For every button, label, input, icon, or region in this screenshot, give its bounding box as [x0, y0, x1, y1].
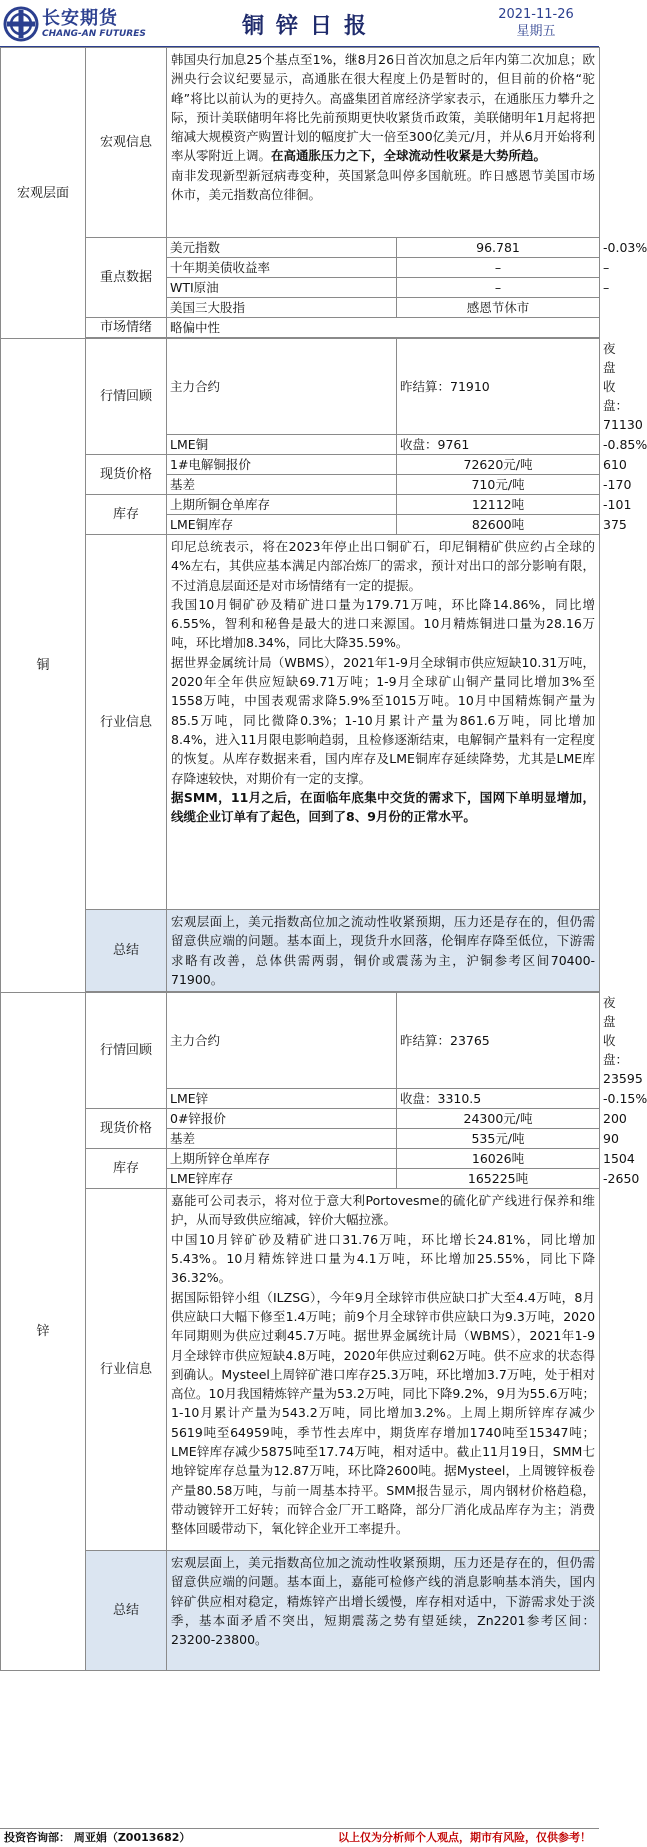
zinc-stock-name: 上期所锌仓单库存 — [167, 1149, 397, 1169]
report-date: 2021-11-26 — [498, 7, 574, 22]
copper-review-value: 收盘：9761 — [397, 435, 600, 455]
macro-info-paragraph: 南非发现新型新冠病毒变种，英国紧急叫停多国航班。昨日感恩节美国市场休市，美元指数高位徘徊。 — [171, 167, 596, 203]
copper-review-label: 行情回顾 — [86, 339, 167, 455]
zinc-spot-name: 基差 — [167, 1129, 397, 1149]
copper-spot-name: 1#电解铜报价 — [167, 455, 397, 475]
zinc-summary-label: 总结 — [86, 1551, 167, 1671]
chang-an-emblem-icon — [3, 6, 39, 42]
copper-stock-value: 12112吨 — [397, 495, 600, 515]
copper-spot-label: 现货价格 — [86, 455, 167, 495]
key-data-name: 美国三大股指 — [167, 298, 397, 318]
zinc-spot-value: 24300元/吨 — [397, 1109, 600, 1129]
key-data-value: 96.781 — [397, 238, 600, 258]
market-sentiment-value: 略偏中性 — [167, 318, 600, 338]
risk-disclaimer: 以上仅为分析师个人观点，期市有风险，仅供参考！ — [338, 1831, 591, 1844]
copper-industry-highlight: 据SMM，11月之后，在面临年底集中交货的需求下，国网下单明显增加，线缆企业订单有了起色，回到了8、9月份的正常水平。 — [171, 789, 596, 825]
zinc-review-label: 行情回顾 — [86, 993, 167, 1109]
zinc-spot-label: 现货价格 — [86, 1109, 167, 1149]
zinc-industry-paragraph: 据国际铅锌小组（ILZSG），今年9月全球锌市供应缺口扩大至4.4万吨，8月供应缺口大幅下修至1.4万吨；前9个月全球锌市供应缺口为9.3万吨，2020年同期则为供应过剩45.7万吨。据世界金属统计局（WBMS），2021年1-9月全球锌市供应短缺4.8万吨，2020年供应过剩62万吨。供不应求的状态得到确认。Mysteel上周锌矿港口库存25.3万吨，环比增加3.7万吨，处于相对高位。10月我国精炼锌产量为53.2万吨，同比下降9.2%，9月为55.6万吨；1-10月累计产量为543.2万吨，同比增加3.2%。上周上期所锌库存减少5619吨至64959吨，季节性去库中，期货库存增加1740吨至15347吨；LME锌库存减少5875吨至17.74万吨，相对适中。截止11月19日，SMM七地锌锭库存总量为12.87万吨，环比降2600吨。据Mysteel，上周镀锌板卷产量80.58万吨，与前一周基本持平。SMM报告显示，周内钢材价格趋稳，带动镀锌开工好转；而锌合金厂开工略降，部分厂消化成品库存为主；消费整体回暖带动下，氧化锌企业开工率提升。 — [171, 1289, 596, 1537]
copper-industry-text — [167, 535, 600, 910]
copper-summary-label: 总结 — [86, 910, 167, 992]
zinc-review-name: LME锌 — [167, 1089, 397, 1109]
report-header — [0, 0, 599, 47]
zinc-industry-paragraph: 中国10月锌矿砂及精矿进口31.76万吨，环比增长24.81%，同比增加5.43%。10月精炼锌进口量为4.1万吨，环比增加25.55%，同比下降36.32%。 — [171, 1231, 596, 1286]
macro-key-data-label: 重点数据 — [86, 238, 167, 318]
copper-review-name: LME铜 — [167, 435, 397, 455]
zinc-stock-value: 165225吨 — [397, 1169, 600, 1189]
key-data-name: 十年期美债收益率 — [167, 258, 397, 278]
zinc-spot-value: 535元/吨 — [397, 1129, 600, 1149]
analyst-credit: 投资咨询部： 周亚娟（Z0013682） — [4, 1831, 191, 1844]
copper-industry-paragraph: 据世界金属统计局（WBMS），2021年1-9月全球铜市供应短缺10.31万吨，2020年全年供应短缺69.71万吨；1-9月全球矿山铜产量同比增加3%至1558万吨，中国表观需求降5.9%至1015万吨。10月中国精炼铜产量为85.5万吨，同比微降0.3%；1-10月累计产量为861.6万吨，同比增加8.4%，进入11月限电影响趋弱，且检修逐渐结束，电解铜产量料有一定程度的恢复。从库存数据来看，国内库存及LME铜库存延续降势，尤其是LME库存降速较快，对期价有一定的支撑。 — [171, 654, 596, 786]
report-table: 宏观层面 宏观信息 韩国央行加息25个基点至1%，继8月26日首次加息之后年内第二次加息；欧洲央行会议纪要显示，高通胀在很大程度上仍是暂时的，但目前的价格“驼峰”将比以前认为的更持久。高盛集团首席经济学家表示，在通胀压力攀升之际，预计美联储明年将比先前预期更快收紧货币政策，美联储明年1月起将把缩减大规模资产购置计划的幅度扩大一倍至300亿美元/月，并从6月开始将利率从零附近上调。在高通胀压力之下，全球流动性收紧是大势所趋。 南非发现新型新冠病毒变种，英国紧急叫停多国航班。昨日感恩节美国市场休市，美元指数高位徘徊。 重点数据 美元指数 96.781 -0.03% 十年期美债收益率 – – WTI原油 – – 美国三大股指 感恩节休市 市场情绪 略偏中性 铜 行情回顾 主力合约 昨结算：71910 夜盘收盘：71130 LME铜 收盘：9761 -0.85% 现货价格 1#电解铜报价 72620元/吨 610 基差 710元/吨 -170 库存 上期所铜仓单库存 12112吨 -101 LME铜库存 82600吨 375 行业信息 印尼总统表示，将在2023年停止出口铜矿石，印尼铜精矿供应约占全球的4%左右，其供应基本满足内部冶炼厂的需求，预计对出口的部分影响有限，不过消息层面还是对市场情绪有一定的提振。 我国10月铜矿砂及精矿进口量为179.71万吨，环比降14.86%，同比增6.55%，智利和秘鲁是最大的进口来源国。10月精炼铜进口量为28.16万吨，环比增加8.34%，同比大降35.59%。 据世界金属统计局（WBMS），2021年1-9月全球铜市供应短缺10.31万吨，2020年全年供应短缺69.71万吨；1-9月全球矿山铜产量同比增加3%至1558万吨，中国表观需求降5.9%至1015万吨。10月中国精炼铜产量为85.5万吨，同比微降0.3%；1-10月累计产量为861.6万吨，同比增加8.4%，进入11月限电影响趋弱，且检修逐渐结束，电解铜产量料有一定程度的恢复。从库存数据来看，国内库存及LME铜库存延续降势，尤其是LME库存降速较快，对期价有一定的支撑。 据SMM，11月之后，在面临年底集中交货的需求下，国网下单明显增加，线缆企业订单有了起色，回到了8、9月份的正常水平。 总结 宏观层面上，美元指数高位加之流动性收紧预期，压力还是存在的，但仍需留意供应端的问题。基本面上，现货升水回落，伦铜库存降至低位，下游需求略有改善，总体供需两弱，铜价或震荡为主，沪铜参考区间70400-71900。 锌 行情回顾 主力合约 昨结算：23765 夜盘收盘：23595 LME锌 收盘：3310.5 -0.15% 现货价格 0#锌报价 24300元/吨 200 基差 535元/吨 90 库存 上期所锌仓单库存 16026吨 1504 LME锌库存 165225吨 -2650 行业信息 嘉能可公司表示，将对位于意大利Portovesme的硫化矿产线进行保养和维护，从而导致供应缩减，锌价大幅拉涨。 中国10月锌矿砂及精矿进口31.76万吨，环比增长24.81%，同比增加5.43%。10月精炼锌进口量为4.1万吨，环比增加25.55%，同比下降36.32%。 据国际铅锌小组（ILZSG），今年9月全球锌市供应缺口扩大至4.4万吨，8月供应缺口大幅下修至1.4万吨；前9个月全球锌市供应缺口为9.3万吨，2020年同期则为供应过剩45.7万吨。据世界金属统计局（WBMS），2021年1-9月全球锌市供应短缺4.8万吨，2020年供应过剩62万吨。供不应求的状态得到确认。Mysteel上周锌矿港口库存25.3万吨，环比增加3.7万吨，处于相对高位。10月我国精炼锌产量为53.2万吨，同比下降9.2%，9月为55.6万吨；1-10月累计产量为543.2万吨，同比增加3.2%。上周上期所锌库存减少5619吨至64959吨，季节性去库中，期货库存增加1740吨至15347吨；LME锌库存减少5875吨至17.74万吨，相对适中。截止11月19日，SMM七地锌锭库存总量为12.87万吨，环比降2600吨。据Mysteel，上周镀锌板卷产量80.58万吨，与前一周基本持平。SMM报告显示，周内钢材价格趋稳，带动镀锌开工好转；而锌合金厂开工略降，部分厂消化成品库存为主；消费整体回暖带动下，氧化锌企业开工率提升。 总结 宏观层面上，美元指数高位加之流动性收紧预期，压力还是存在的，但仍需留意供应端的问题。基本面上，嘉能可检修产线的消息影响基本消失，国内锌矿供应相对稳定，精炼锌产出增长缓慢，库存相对适中，下游需求处于淡季，基本面矛盾不突出，短期震荡之势有望延续，Zn2201参考区间：23200-23800。 — [0, 47, 600, 1671]
copper-spot-value: 710元/吨 — [397, 475, 600, 495]
copper-summary-text: 宏观层面上，美元指数高位加之流动性收紧预期，压力还是存在的，但仍需留意供应端的问题。基本面上，现货升水回落，伦铜库存降至低位，下游需求略有改善，总体供需两弱，铜价或震荡为主，沪铜参考区间70400-71900。 — [167, 910, 600, 992]
macro-info-text — [167, 48, 600, 238]
copper-spot-name: 基差 — [167, 475, 397, 495]
report-weekday: 星期五 — [516, 24, 556, 39]
key-data-merged-value: 感恩节休市 — [397, 298, 600, 318]
zinc-stock-label: 库存 — [86, 1149, 167, 1189]
zinc-spot-name: 0#锌报价 — [167, 1109, 397, 1129]
section-zinc: 锌 — [1, 993, 86, 1671]
key-data-name: WTI原油 — [167, 278, 397, 298]
zinc-summary-text: 宏观层面上，美元指数高位加之流动性收紧预期，压力还是存在的，但仍需留意供应端的问题。基本面上，嘉能可检修产线的消息影响基本消失，国内锌矿供应相对稳定，精炼锌产出增长缓慢，库存相对适中，下游需求处于淡季，基本面矛盾不突出，短期震荡之势有望延续，Zn2201参考区间：23200-23800。 — [167, 1551, 600, 1671]
section-macro: 宏观层面 — [1, 48, 86, 339]
logo-chinese-name: 长安期货 — [42, 7, 118, 29]
market-sentiment-label: 市场情绪 — [86, 318, 167, 338]
company-logo — [3, 4, 163, 44]
copper-industry-label: 行业信息 — [86, 535, 167, 910]
copper-industry-paragraph: 我国10月铜矿砂及精矿进口量为179.71万吨，环比降14.86%，同比增6.55%，智利和秘鲁是最大的进口来源国。10月精炼铜进口量为28.16万吨，环比增加8.34%，同比大降35.59%。 — [171, 596, 596, 651]
zinc-industry-text — [167, 1189, 600, 1551]
key-data-name: 美元指数 — [167, 238, 397, 258]
section-copper: 铜 — [1, 339, 86, 993]
copper-review-name: 主力合约 — [167, 339, 397, 435]
copper-stock-name: LME铜库存 — [167, 515, 397, 535]
macro-info-highlight: 在高通胀压力之下，全球流动性收紧是大势所趋。 — [271, 148, 547, 164]
report-footer — [0, 1828, 599, 1846]
zinc-review-name: 主力合约 — [167, 993, 397, 1089]
zinc-review-value: 昨结算：23765 — [397, 993, 600, 1089]
logo-english-name: CHANG-AN FUTURES — [42, 28, 146, 39]
zinc-stock-name: LME锌库存 — [167, 1169, 397, 1189]
report-title: 铜锌日报 — [241, 13, 378, 39]
copper-stock-label: 库存 — [86, 495, 167, 535]
copper-industry-paragraph: 印尼总统表示，将在2023年停止出口铜矿石，印尼铜精矿供应约占全球的4%左右，其供应基本满足内部冶炼厂的需求，预计对出口的部分影响有限，不过消息层面还是对市场情绪有一定的提振。 — [171, 539, 596, 593]
copper-stock-value: 82600吨 — [397, 515, 600, 535]
macro-info-label: 宏观信息 — [86, 48, 167, 238]
key-data-value: – — [397, 258, 600, 278]
macro-info-paragraph: 韩国央行加息25个基点至1%，继8月26日首次加息之后年内第二次加息；欧洲央行会议纪要显示，高通胀在很大程度上仍是暂时的，但目前的价格“驼峰”将比以前认为的更持久。高盛集团首席经济学家表示，在通胀压力攀升之际，预计美联储明年将比先前预期更快收紧货币政策，美联储明年1月起将把缩减大规模资产购置计划的幅度扩大一倍至300亿美元/月，并从6月开始将利率从零附近上调。 — [171, 52, 596, 164]
report-date-block — [476, 6, 596, 40]
copper-review-value: 昨结算：71910 — [397, 339, 600, 435]
zinc-industry-label: 行业信息 — [86, 1189, 167, 1551]
copper-stock-name: 上期所铜仓单库存 — [167, 495, 397, 515]
copper-spot-value: 72620元/吨 — [397, 455, 600, 475]
zinc-stock-value: 16026吨 — [397, 1149, 600, 1169]
key-data-value: – — [397, 278, 600, 298]
zinc-review-value: 收盘：3310.5 — [397, 1089, 600, 1109]
zinc-industry-paragraph: 嘉能可公司表示，将对位于意大利Portovesme的硫化矿产线进行保养和维护，从而导致供应缩减，锌价大幅拉涨。 — [171, 1193, 596, 1228]
